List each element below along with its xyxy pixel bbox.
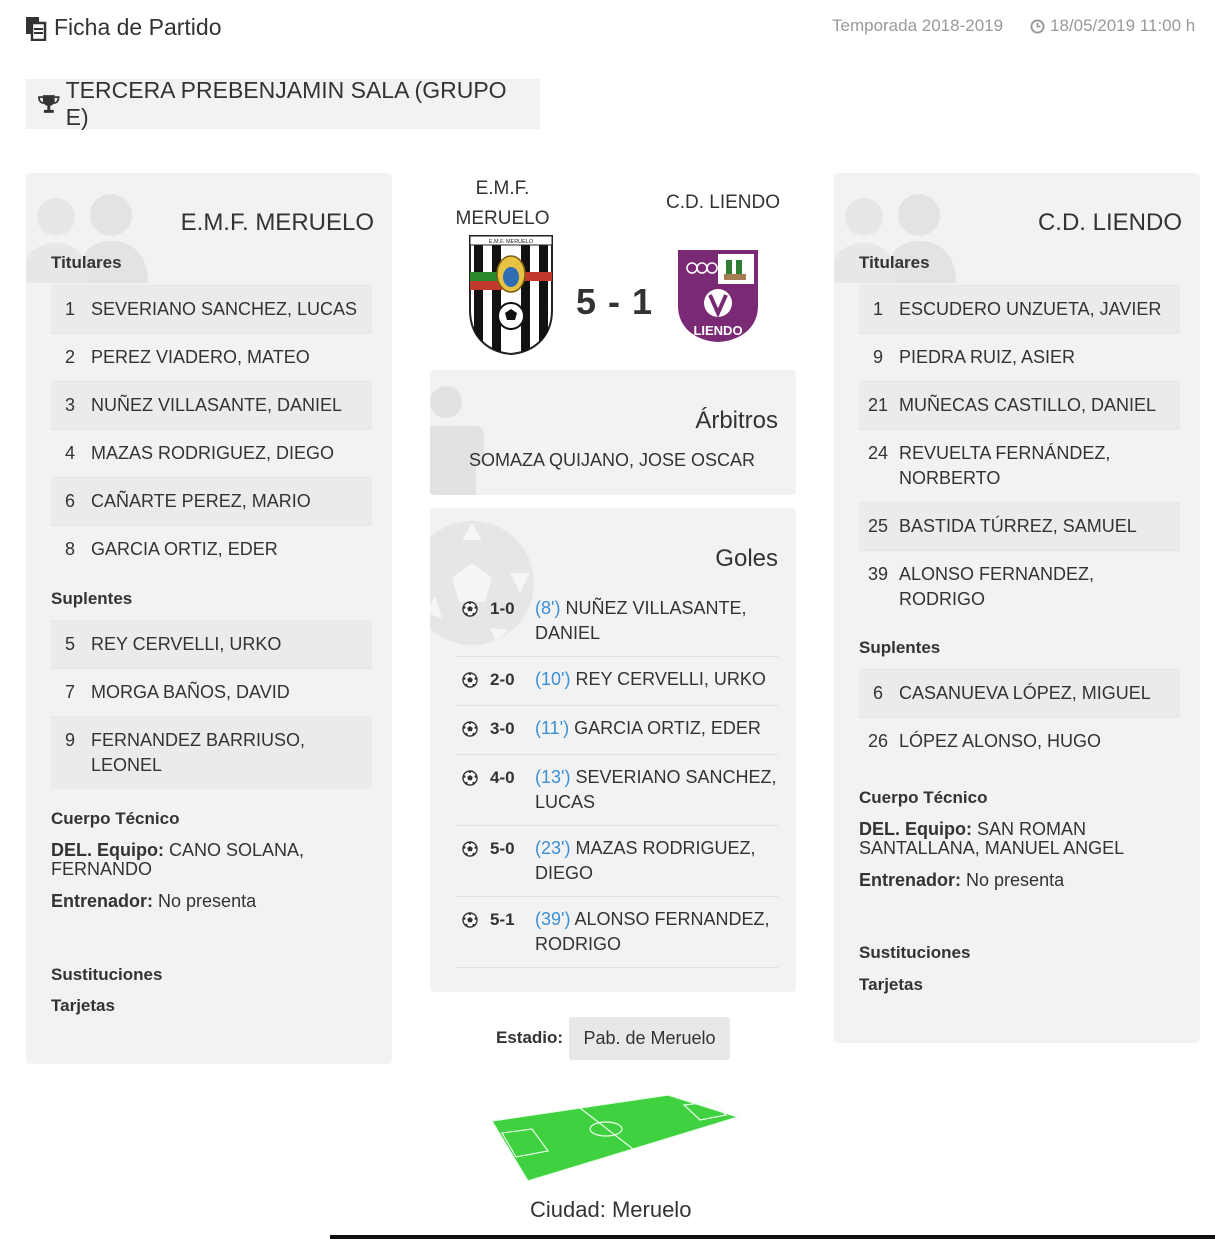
away-subs-title: Suplentes (859, 638, 941, 657)
player-name[interactable]: MORGA BAÑOS, DAVID (91, 682, 290, 702)
soccer-ball-icon (456, 836, 490, 886)
player-row (51, 381, 372, 429)
coach-label: Entrenador: (859, 870, 962, 890)
away-staff-title: Cuerpo Técnico (859, 788, 988, 807)
player-row (859, 285, 1180, 333)
stadium-label: Estadio: (496, 1028, 564, 1047)
player-row (51, 285, 372, 333)
player-row (51, 620, 372, 668)
player-row (51, 525, 372, 573)
referee-name: SOMAZA QUIJANO, JOSE OSCAR (469, 450, 756, 470)
home-team-name: E.M.F. MERUELO (180, 209, 374, 236)
player-name[interactable]: SEVERIANO SANCHEZ, LUCAS (91, 299, 358, 319)
player-name[interactable]: BASTIDA TÚRREZ, SAMUEL (899, 516, 1137, 536)
away-subs-list (859, 669, 1180, 765)
player-number: 21 (867, 395, 889, 415)
coach-name: No presenta (966, 870, 1065, 890)
player-number: 5 (64, 634, 75, 654)
player-number: 39 (867, 564, 889, 584)
player-row (859, 550, 1180, 623)
away-team-crest (674, 248, 762, 344)
delegate-label: DEL. Equipo: (51, 840, 164, 860)
goal-scorer[interactable]: NUÑEZ VILLASANTE, DANIEL (535, 598, 747, 643)
page-title (24, 14, 221, 41)
away-substitutions-title: Sustituciones (859, 943, 971, 962)
home-cards-title: Tarjetas (51, 996, 115, 1015)
player-number: 9 (64, 730, 75, 750)
player-number: 3 (64, 395, 75, 415)
goal-row (456, 586, 778, 657)
bottom-scrollbar[interactable] (330, 1235, 1215, 1239)
home-coach (51, 892, 371, 911)
player-row (859, 669, 1180, 717)
goal-scorer[interactable]: REY CERVELLI, URKO (575, 669, 766, 689)
player-name[interactable]: GARCIA ORTIZ, EDER (91, 539, 278, 559)
soccer-ball-icon (456, 716, 490, 744)
player-name[interactable]: CASANUEVA LÓPEZ, MIGUEL (899, 683, 1151, 703)
clock-icon (1030, 19, 1045, 34)
goal-score: 1-0 (490, 599, 515, 618)
player-name[interactable]: MAZAS RODRIGUEZ, DIEGO (91, 443, 335, 463)
home-starters-list (51, 285, 372, 573)
stadium-name: Pab. de Meruelo (569, 1017, 730, 1060)
datetime-text: 18/05/2019 11:00 h (1050, 16, 1196, 35)
goal-detail (535, 716, 778, 744)
player-row (859, 381, 1180, 429)
soccer-ball-icon (456, 765, 490, 815)
trophy-icon (38, 94, 60, 114)
away-starters-title: Titulares (859, 253, 930, 272)
match-score: 5 - 1 (576, 281, 654, 322)
home-delegate (51, 841, 371, 879)
player-number: 9 (872, 347, 883, 367)
goal-scorer[interactable]: SEVERIANO SANCHEZ, LUCAS (535, 767, 777, 812)
goal-minute: (13') (535, 767, 571, 787)
away-team-name: C.D. LIENDO (1037, 209, 1182, 236)
coach-label: Entrenador: (51, 891, 154, 911)
away-delegate (859, 820, 1179, 858)
goal-minute: (39') (535, 909, 571, 929)
delegate-label: DEL. Equipo: (859, 819, 972, 839)
coach-name: No presenta (158, 891, 257, 911)
player-name[interactable]: REY CERVELLI, URKO (91, 634, 282, 654)
match-datetime (1030, 16, 1195, 36)
home-name-line2: MERUELO (455, 208, 550, 229)
home-subs-list (51, 620, 372, 789)
goal-row (456, 897, 778, 968)
player-row (51, 429, 372, 477)
player-number: 7 (64, 682, 75, 702)
goal-scorer[interactable]: ALONSO FERNANDEZ, RODRIGO (535, 909, 770, 954)
delegate-name: CANO SOLANA, FERNANDO (51, 840, 305, 879)
goal-detail (535, 765, 778, 815)
goal-score: 2-0 (490, 670, 515, 689)
home-starters-title: Titulares (51, 253, 122, 272)
away-crest-band-text: LIENDO (693, 323, 743, 338)
goal-minute: (8') (535, 598, 561, 618)
player-name[interactable]: FERNANDEZ BARRIUSO, LEONEL (91, 730, 306, 775)
player-number: 8 (64, 539, 75, 559)
player-number: 26 (867, 731, 889, 751)
goal-minute: (23') (535, 838, 571, 858)
delegate-name: SAN ROMAN SANTALLANA, MANUEL ANGEL (859, 819, 1125, 858)
referees-box (430, 370, 796, 495)
home-staff-title: Cuerpo Técnico (51, 809, 180, 828)
player-row (859, 502, 1180, 550)
goal-detail (535, 907, 778, 957)
player-row (859, 717, 1180, 765)
player-row (51, 716, 372, 789)
player-name[interactable]: LÓPEZ ALONSO, HUGO (899, 731, 1102, 751)
player-row (51, 668, 372, 716)
page-title-text: Ficha de Partido (54, 14, 222, 40)
soccer-ball-icon (456, 596, 490, 646)
player-name[interactable]: NUÑEZ VILLASANTE, DANIEL (91, 395, 343, 415)
goal-score: 3-0 (490, 719, 515, 738)
home-subs-title: Suplentes (51, 589, 133, 608)
soccer-ball-icon (456, 667, 490, 695)
goal-detail (535, 836, 778, 886)
player-name[interactable]: PIEDRA RUIZ, ASIER (899, 347, 1076, 367)
player-number: 2 (64, 347, 75, 367)
player-name[interactable]: PEREZ VIADERO, MATEO (91, 347, 310, 367)
goal-minute: (11') (535, 718, 570, 738)
referees-title: Árbitros (695, 407, 778, 434)
player-number: 24 (867, 443, 889, 463)
player-number: 4 (64, 443, 75, 463)
away-team-short-name: C.D. LIENDO (665, 192, 781, 213)
player-row (51, 477, 372, 525)
player-name[interactable]: MUÑECAS CASTILLO, DANIEL (899, 395, 1157, 415)
goal-score: 5-1 (490, 910, 515, 929)
player-number: 6 (872, 683, 883, 703)
away-cards-title: Tarjetas (859, 975, 923, 994)
football-pitch-icon (488, 1093, 740, 1185)
goal-row (456, 657, 778, 706)
player-number: 25 (867, 516, 889, 536)
goal-minute: (10') (535, 669, 571, 689)
competition-name: TERCERA PREBENJAMIN SALA (GRUPO E) (65, 77, 507, 130)
goal-detail (535, 667, 778, 695)
away-coach (859, 871, 1179, 890)
home-crest-band-text: E.M.F. MERUELO (488, 239, 534, 245)
city-label: Ciudad: Meruelo (530, 1197, 692, 1222)
goals-box (430, 508, 796, 992)
player-name[interactable]: ALONSO FERNANDEZ, RODRIGO (899, 564, 1095, 609)
competition-box (26, 79, 540, 129)
goal-scorer[interactable]: MAZAS RODRIGUEZ, DIEGO (535, 838, 756, 883)
player-number: 1 (872, 299, 883, 319)
player-name[interactable]: CAÑARTE PEREZ, MARIO (91, 491, 311, 511)
home-team-crest (466, 232, 556, 357)
goal-score: 4-0 (490, 768, 515, 787)
player-row (859, 429, 1180, 502)
goal-score: 5-0 (490, 839, 515, 858)
player-name[interactable]: ESCUDERO UNZUETA, JAVIER (899, 299, 1162, 319)
player-row (859, 333, 1180, 381)
document-copy-icon (24, 15, 48, 41)
player-number: 1 (64, 299, 75, 319)
goal-scorer[interactable]: GARCIA ORTIZ, EDER (574, 718, 761, 738)
player-row (51, 333, 372, 381)
goal-row (456, 706, 778, 755)
goal-row (456, 826, 778, 897)
season-label: Temporada 2018-2019 (832, 16, 1004, 35)
player-name[interactable]: REVUELTA FERNÁNDEZ, NORBERTO (899, 443, 1111, 488)
home-team-panel (26, 173, 392, 1064)
home-name-line1: E.M.F. (475, 178, 530, 199)
soccer-ball-icon (456, 907, 490, 957)
home-team-short-name (440, 174, 565, 234)
away-team-panel (834, 173, 1200, 1043)
home-substitutions-title: Sustituciones (51, 965, 163, 984)
goal-row (456, 755, 778, 826)
goal-detail (535, 596, 778, 646)
player-number: 6 (64, 491, 75, 511)
goals-list (456, 586, 778, 968)
goals-title: Goles (715, 545, 778, 572)
referee-bg-icon (430, 384, 490, 495)
away-starters-list (859, 285, 1180, 623)
